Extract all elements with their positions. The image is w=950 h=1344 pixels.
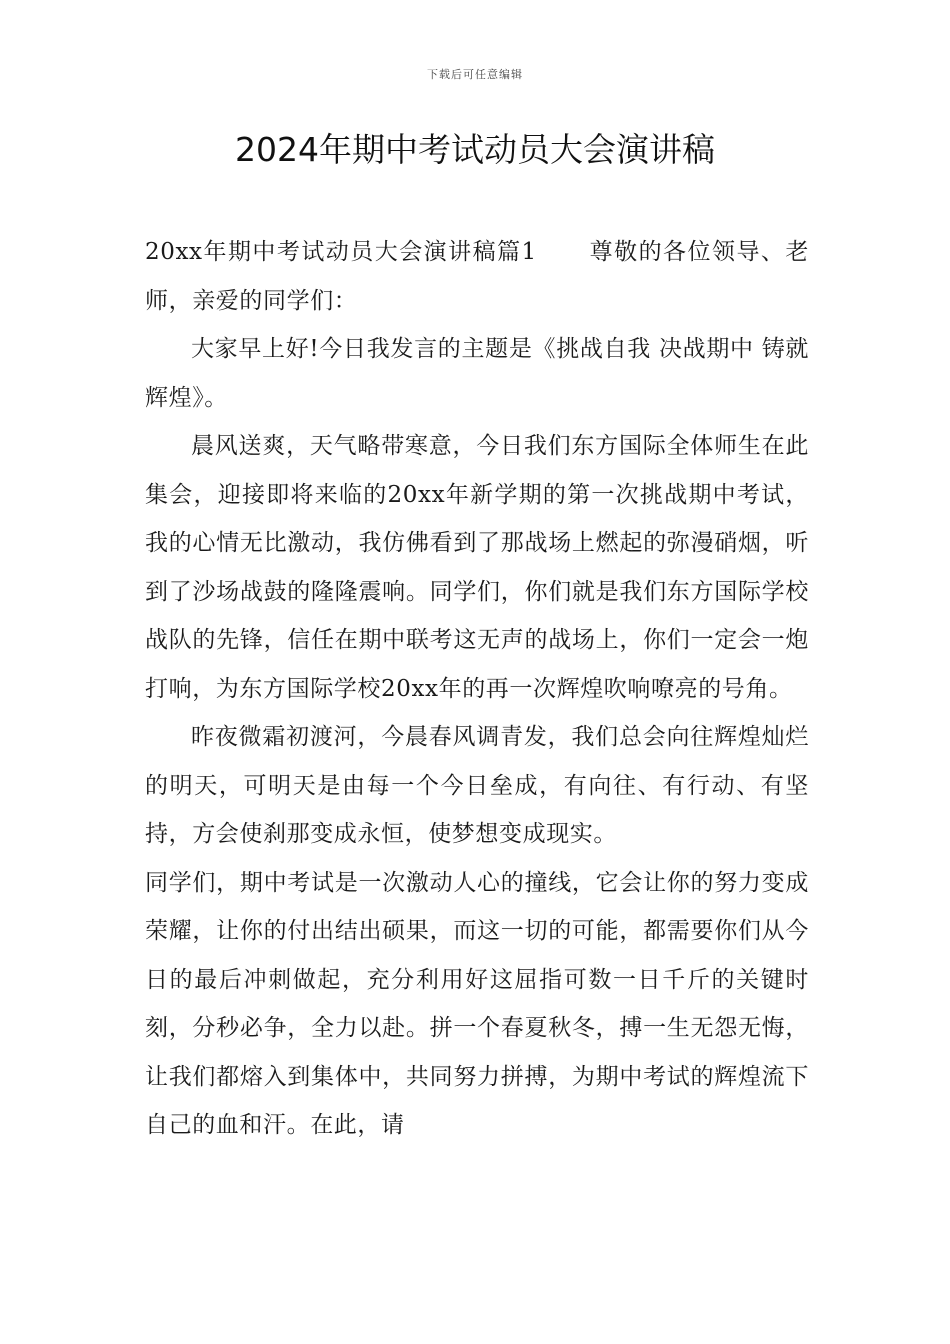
paragraph-3: 昨夜微霜初渡河，今晨春风调青发，我们总会向往辉煌灿烂的明天，可明天是由每一个今日垒成，有向往、有行动、有坚持，方会使刹那变成永恒，使梦想变成现实。: [145, 724, 809, 847]
paragraph-1: 大家早上好!今日我发言的主题是《挑战自我 决战期中 铸就辉煌》。: [145, 336, 809, 411]
document-title: 2024年期中考试动员大会演讲稿: [235, 130, 715, 169]
intro-line: [145, 228, 809, 325]
document-body: [145, 228, 809, 1150]
page-header-note: 下载后可任意编辑: [427, 68, 523, 81]
salutation: 尊敬的各位领导、老师，亲爱的同学们：: [145, 239, 809, 314]
paragraph-4: 同学们，期中考试是一次激动人心的撞线，它会让你的努力变成荣耀，让你的付出结出硕果，而这一切的可能，都需要你们从今日的最后冲刺做起，充分利用好这屈指可数一日千斤的关键时刻，分秒必争，全力以赴。拼一个春夏秋冬，搏一生无怨无悔，让我们都熔入到集体中，共同努力拼搏，为期中考试的辉煌流下自己的血和汗。在此，请: [145, 869, 809, 1138]
paragraph-2: 晨风送爽，天气略带寒意，今日我们东方国际全体师生在此集会，迎接即将来临的20xx年新学期的第一次挑战期中考试，我的心情无比激动，我仿佛看到了那战场上燃起的弥漫硝烟，听到了沙场战鼓的隆隆震响。同学们，你们就是我们东方国际学校战队的先锋，信任在期中联考这无声的战场上，你们一定会一炮打响，为东方国际学校20xx年的再一次辉煌吹响嘹亮的号角。: [145, 433, 809, 702]
intro-heading: 20xx年期中考试动员大会演讲稿篇1: [145, 239, 537, 265]
